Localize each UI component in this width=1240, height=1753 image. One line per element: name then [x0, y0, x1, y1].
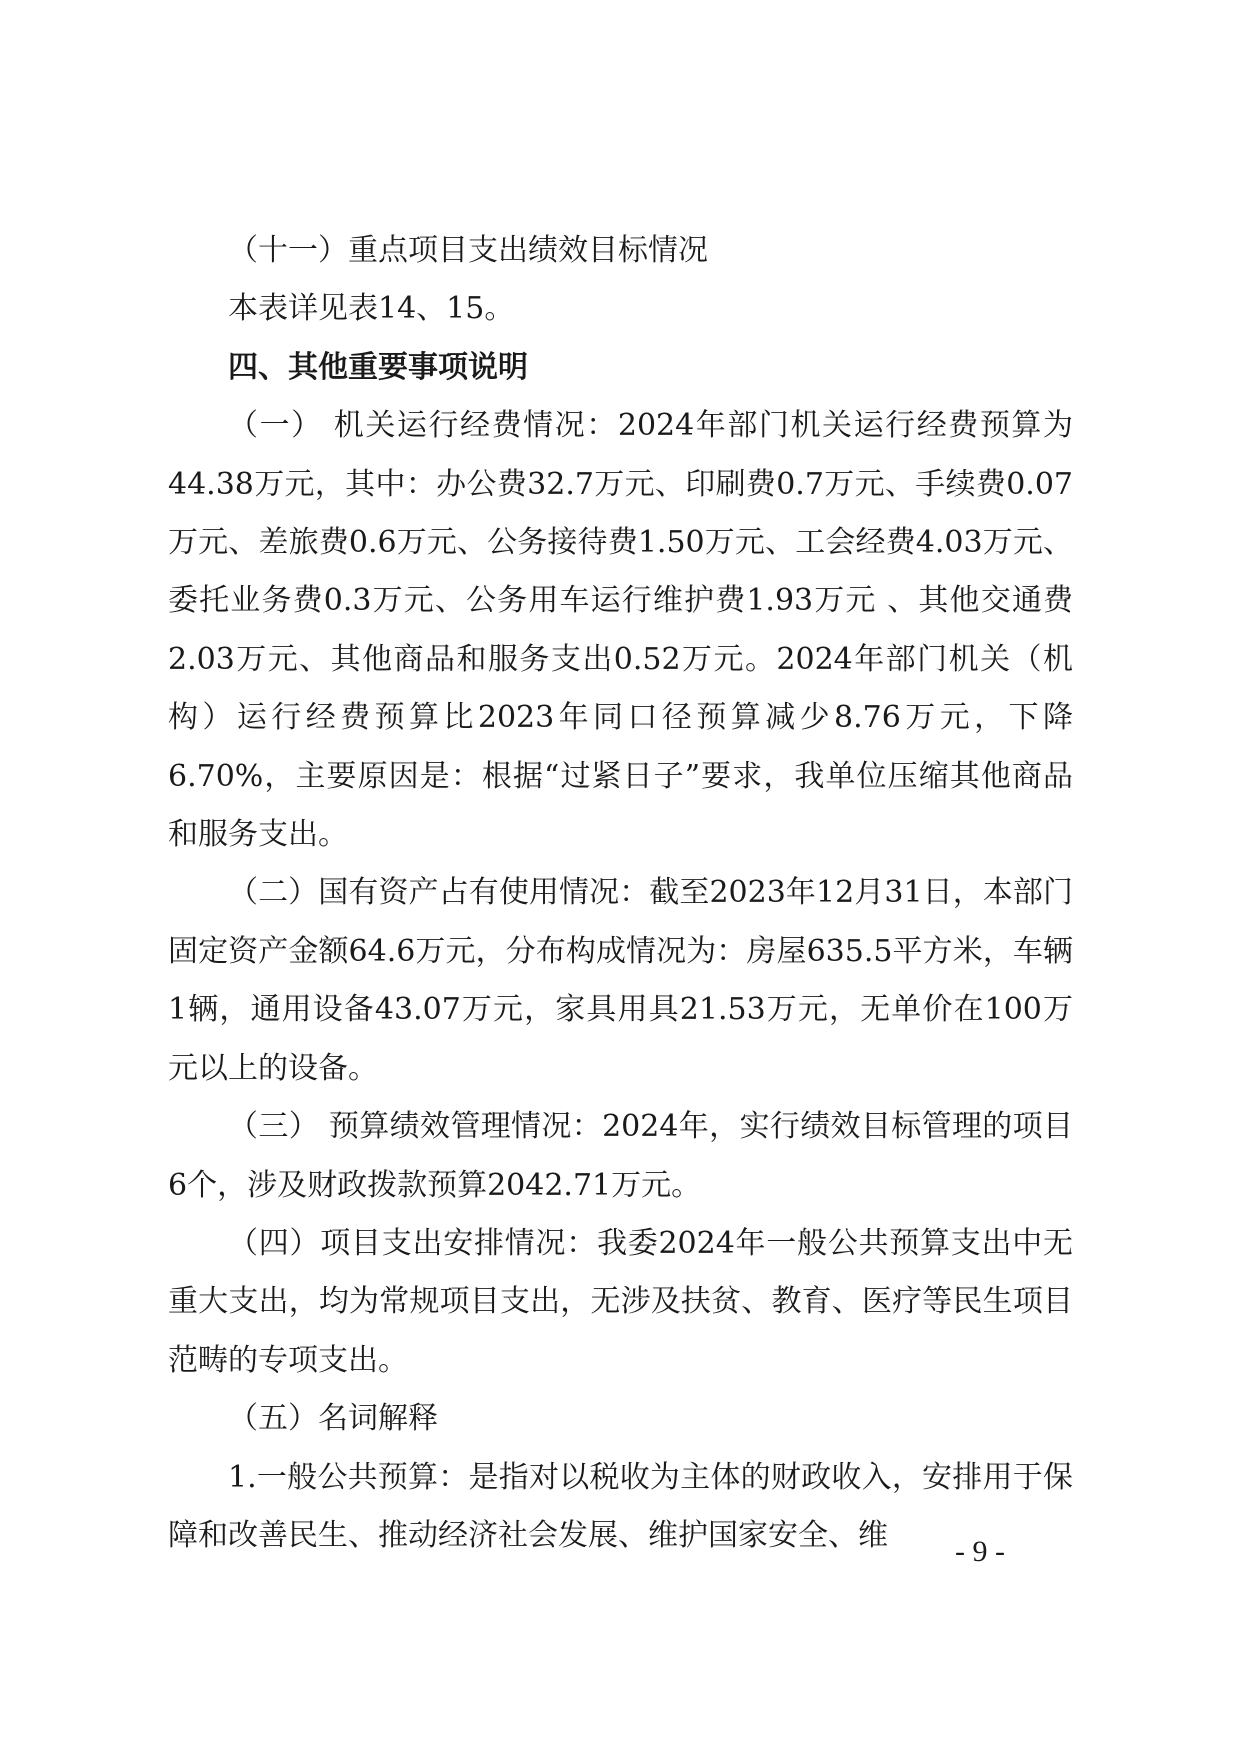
section-heading-key-project-performance: （十一）重点项目支出绩效目标情况	[228, 233, 708, 268]
paragraph-table-reference: 本表详见表14、15。	[228, 291, 515, 327]
document-body	[168, 222, 1073, 1565]
paragraph-project-expenditure: （四）项目支出安排情况：我委2024年一般公共预算支出中无重大支出，均为常规项目支出，无涉及扶贫、教育、医疗等民生项目范畴的专项支出。	[168, 1225, 1073, 1378]
paragraph-state-assets: （二）国有资产占有使用情况：截至2023年12月31日，本部门固定资产金额64.6万元，分布构成情况为：房屋635.5平方米，车辆1辆，通用设备43.07万元，家具用具21.53万元，无单价在100万元以上的设备。	[168, 875, 1073, 1086]
section-heading-glossary: （五）名词解释	[228, 1401, 438, 1437]
section-heading-other-matters: 四、其他重要事项说明	[228, 349, 528, 385]
paragraph-general-budget-definition: 1.一般公共预算：是指对以税收为主体的财政收入，安排用于保障和改善民生、推动经济社会发展、维护国家安全、维	[168, 1459, 1073, 1553]
paragraph-operating-expenses: （一） 机关运行经费情况：2024年部门机关运行经费预算为44.38万元，其中：办公费32.7万元、印刷费0.7万元、手续费0.07万元、差旅费0.6万元、公务接待费1.50万元、工会经费4.03万元、委托业务费0.3万元、公务用车运行维护费1.93万元 、其他交通费2.03万元、其他商品和服务支出0.52万元。2024年部门机关（机构）运行经费预算比2023年同口径预算减少8.76万元，下降6.70%，主要原因是：根据“过紧日子”要求，我单位压缩其他商品和服务支出。	[168, 408, 1073, 853]
paragraph-performance-management: （三） 预算绩效管理情况：2024年，实行绩效目标管理的项目6个，涉及财政拨款预算2042.71万元。	[168, 1109, 1073, 1203]
page-number: - 9 -	[955, 1535, 1005, 1568]
